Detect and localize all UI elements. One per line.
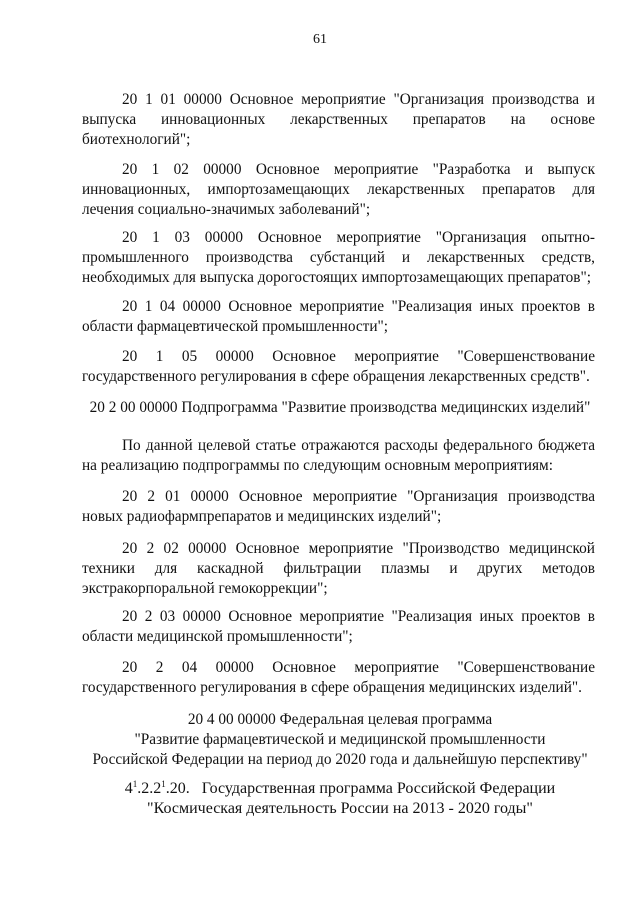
section-title-line2: "Космическая деятельность России на 2013 - 2020 годы" (147, 800, 533, 817)
fcp-heading-line2: "Развитие фармацевтической и медицинской промышленности (134, 731, 546, 748)
paragraph-intro: По данной целевой статье отражаются расходы федерального бюджета на реализацию подпрограммы по следующим основным мероприятиям: (82, 437, 595, 474)
subprogram-heading: 20 2 00 00000 Подпрограмма "Развитие производства медицинских изделий" (89, 399, 591, 416)
fcp-heading-line3: Российской Федерации на период до 2020 года и дальнейшую перспективу" (92, 751, 588, 768)
paragraph-20-2-02: 20 2 02 00000 Основное мероприятие "Производство медицинской техники для каскадной фильтрации плазмы и других методов экстракорпоральной гемокоррекции"; (82, 540, 595, 597)
paragraph-20-2-04: 20 2 04 00000 Основное мероприятие "Совершенствование государственного регулирования в сфере обращения медицинских изделий". (82, 659, 595, 696)
paragraph-20-2-03: 20 2 03 00000 Основное мероприятие "Реализация иных проектов в области медицинской промышленности"; (82, 608, 595, 645)
section-title-line1: Государственная программа Российской Федерации (201, 780, 556, 797)
section-heading-line1 (60, 779, 620, 799)
paragraph-20-1-04: 20 1 04 00000 Основное мероприятие "Реализация иных проектов в области фармацевтической промышленности"; (82, 298, 595, 335)
fcp-heading (60, 710, 620, 770)
paragraph-20-1-01: 20 1 01 00000 Основное мероприятие "Организация производства и выпуска инновационных лекарственных препаратов на основе биотехнологий"; (82, 91, 595, 148)
fcp-heading-line1: 20 4 00 00000 Федеральная целевая программа (187, 711, 493, 728)
paragraph-20-1-03: 20 1 03 00000 Основное мероприятие "Организация опытно-промышленного производства субстанций и лекарственных средств, необходимых для выпуска дорогостоящих импортозамещающих препаратов"; (82, 229, 595, 286)
section-number: $4^1.2.2^1.20$. (124, 779, 190, 797)
paragraph-20-1-05: 20 1 05 00000 Основное мероприятие "Совершенствование государственного регулирования в сфере обращения лекарственных средств". (82, 348, 595, 385)
section-heading (60, 779, 620, 819)
page-number: 61 (313, 32, 327, 47)
paragraph-20-2-01: 20 2 01 00000 Основное мероприятие "Организация производства новых радиофармпрепаратов и медицинских изделий"; (82, 488, 595, 525)
paragraph-20-1-02: 20 1 02 00000 Основное мероприятие "Разработка и выпуск инновационных, импортозамещающих лекарственных препаратов для лечения социально-значимых заболеваний"; (82, 161, 595, 218)
